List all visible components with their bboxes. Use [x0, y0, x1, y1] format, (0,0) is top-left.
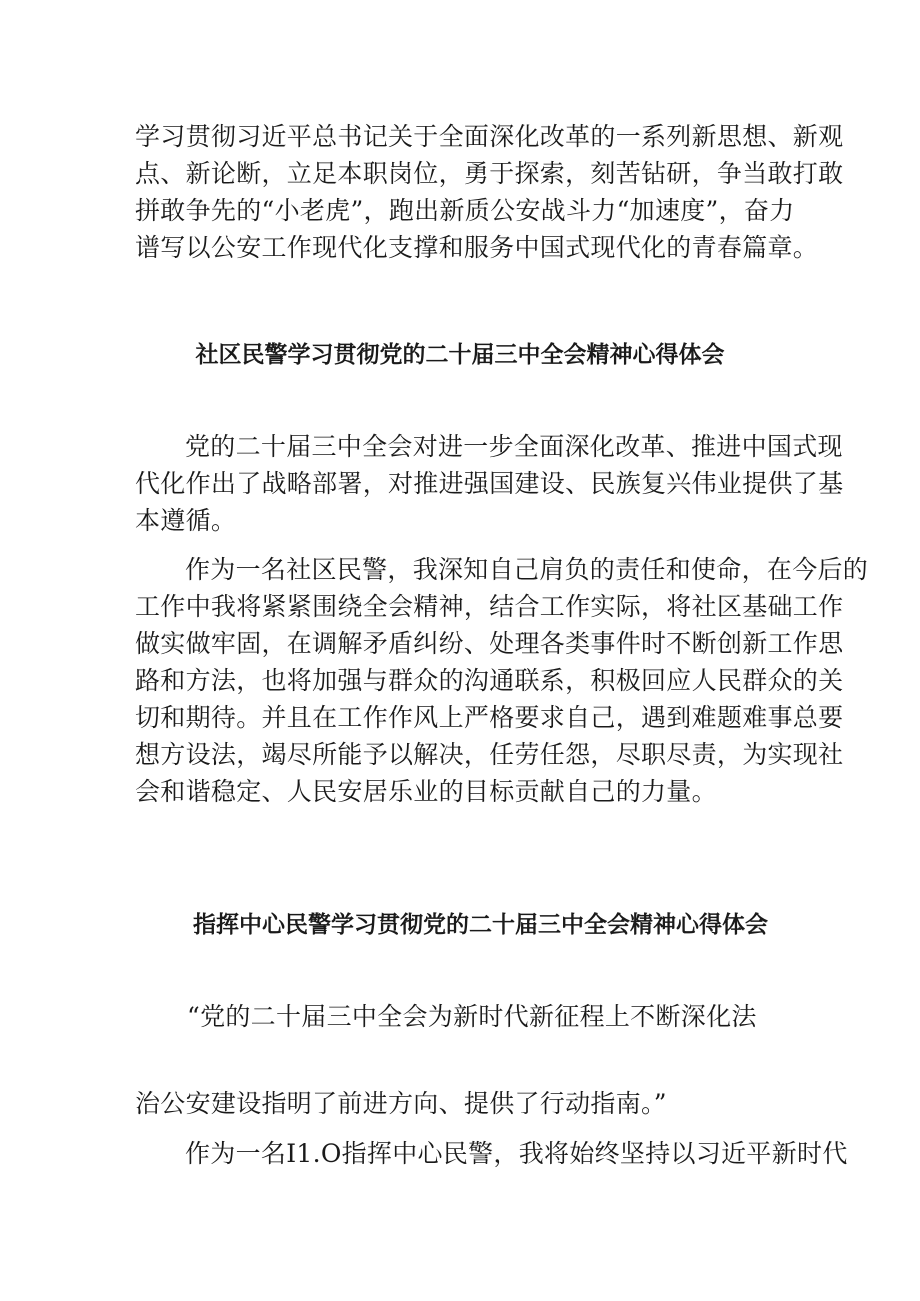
paragraph-line: 党的二十届三中全会对进一步全面深化改革、推进中国式现: [185, 432, 843, 461]
paragraph-line: 工作中我将紧紧围绕全会精神，结合工作实际，将社区基础工作: [135, 592, 844, 621]
paragraph-line: 谱写以公安工作现代化支撑和服务中国式现代化的青春篇章。: [135, 233, 819, 262]
paragraph-line: 会和谐稳定、人民安居乐业的目标贡献自己的力量。: [135, 777, 717, 806]
paragraph-line: 作为一名社区民警，我深知自己肩负的责任和使命，在今后的: [185, 555, 869, 584]
paragraph-line: 治公安建设指明了前进方向、提供了行动指南。”: [135, 1089, 667, 1118]
paragraph-line: 做实做牢固，在调解矛盾纠纷、处理各类事件时不断创新工作思: [135, 629, 844, 658]
paragraph-line: 本遵循。: [135, 506, 237, 535]
paragraph-line: 想方设法，竭尽所能予以解决，任劳任怨，尽职尽责，为实现社: [135, 740, 844, 769]
section1-paragraph-1: [135, 428, 844, 539]
paragraph-line: 拼敢争先的“小老虎”，跑出新质公安战斗力“加速度”，奋力: [135, 196, 795, 225]
section-heading-command-center-police: 指挥中心民警学习贯彻党的二十届三中全会精神心得体会: [193, 912, 768, 938]
section-heading-community-police: 社区民警学习贯彻党的二十届三中全会精神心得体会: [195, 342, 725, 368]
section1-paragraph-2: [135, 551, 869, 810]
paragraph-line: 点、新论断，立足本职岗位，勇于探索，刻苦钻研，争当敢打敢: [135, 159, 844, 188]
section2-quote-line-1: [135, 998, 785, 1035]
paragraph-line: 代化作出了战略部署，对推进强国建设、民族复兴伟业提供了基: [135, 469, 844, 498]
section2-paragraph: [135, 1135, 848, 1172]
paragraph-line: 切和期待。并且在工作作风上严格要求自己，遇到难题难事总要: [135, 703, 844, 732]
intro-paragraph: [135, 118, 844, 266]
paragraph-line: 路和方法，也将加强与群众的沟通联系，积极回应人民群众的关: [135, 666, 844, 695]
paragraph-line: 学习贯彻习近平总书记关于全面深化改革的一系列新思想、新观: [135, 122, 844, 151]
paragraph-line: 作为一名I1.O指挥中心民警，我将始终坚持以习近平新时代: [185, 1139, 848, 1168]
section2-quote-line-2: [135, 1085, 785, 1122]
paragraph-line: “党的二十届三中全会为新时代新征程上不断深化法: [187, 1002, 757, 1031]
